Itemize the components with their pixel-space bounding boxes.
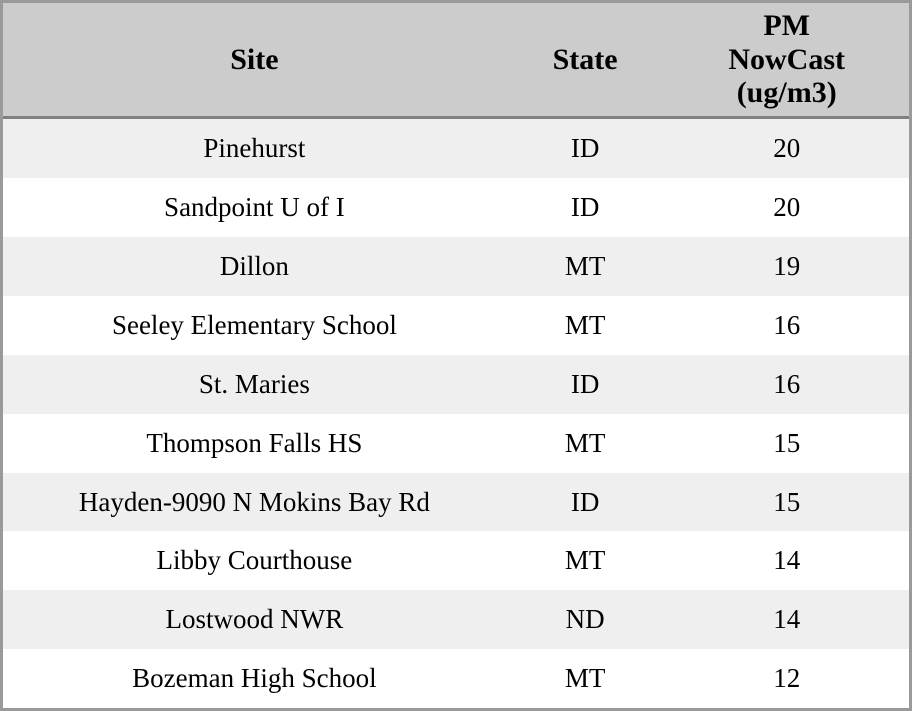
column-header-pm-nowcast-line2: NowCast — [728, 42, 846, 76]
column-header-site: Site — [3, 3, 506, 117]
column-header-pm-nowcast-line3: (ug/m3) — [736, 76, 837, 110]
cell-pm-nowcast: 14 — [664, 590, 909, 649]
cell-pm-nowcast: 19 — [664, 237, 909, 296]
cell-pm-nowcast: 16 — [664, 296, 909, 355]
cell-site: Thompson Falls HS — [3, 414, 506, 473]
cell-site: Seeley Elementary School — [3, 296, 506, 355]
cell-pm-nowcast: 14 — [664, 531, 909, 590]
cell-site: Bozeman High School — [3, 649, 506, 708]
table-row — [3, 473, 909, 532]
cell-site: Sandpoint U of I — [3, 178, 506, 237]
table-header-row — [3, 3, 909, 117]
cell-state: ND — [506, 590, 665, 649]
cell-site: Dillon — [3, 237, 506, 296]
cell-pm-nowcast: 12 — [664, 649, 909, 708]
table-row — [3, 590, 909, 649]
cell-site: Pinehurst — [3, 117, 506, 178]
cell-pm-nowcast: 15 — [664, 414, 909, 473]
table-row — [3, 414, 909, 473]
cell-state: MT — [506, 649, 665, 708]
air-quality-table — [3, 3, 909, 708]
column-header-pm-nowcast — [664, 3, 909, 117]
cell-state: ID — [506, 355, 665, 414]
cell-state: ID — [506, 473, 665, 532]
table-row — [3, 178, 909, 237]
cell-state: MT — [506, 531, 665, 590]
cell-pm-nowcast: 20 — [664, 117, 909, 178]
table-header — [3, 3, 909, 117]
table-body — [3, 117, 909, 708]
cell-pm-nowcast: 20 — [664, 178, 909, 237]
table-row — [3, 355, 909, 414]
cell-state: ID — [506, 178, 665, 237]
cell-state: MT — [506, 296, 665, 355]
table-row — [3, 117, 909, 178]
column-header-pm-nowcast-line1: PM — [763, 9, 810, 42]
cell-pm-nowcast: 15 — [664, 473, 909, 532]
cell-state: MT — [506, 237, 665, 296]
table-row — [3, 296, 909, 355]
table-row — [3, 531, 909, 590]
cell-state: MT — [506, 414, 665, 473]
cell-pm-nowcast: 16 — [664, 355, 909, 414]
column-header-state: State — [506, 3, 665, 117]
table-row — [3, 237, 909, 296]
cell-site: Lostwood NWR — [3, 590, 506, 649]
cell-state: ID — [506, 117, 665, 178]
cell-site: St. Maries — [3, 355, 506, 414]
cell-site: Libby Courthouse — [3, 531, 506, 590]
cell-site: Hayden-9090 N Mokins Bay Rd — [3, 473, 506, 532]
table-row — [3, 649, 909, 708]
